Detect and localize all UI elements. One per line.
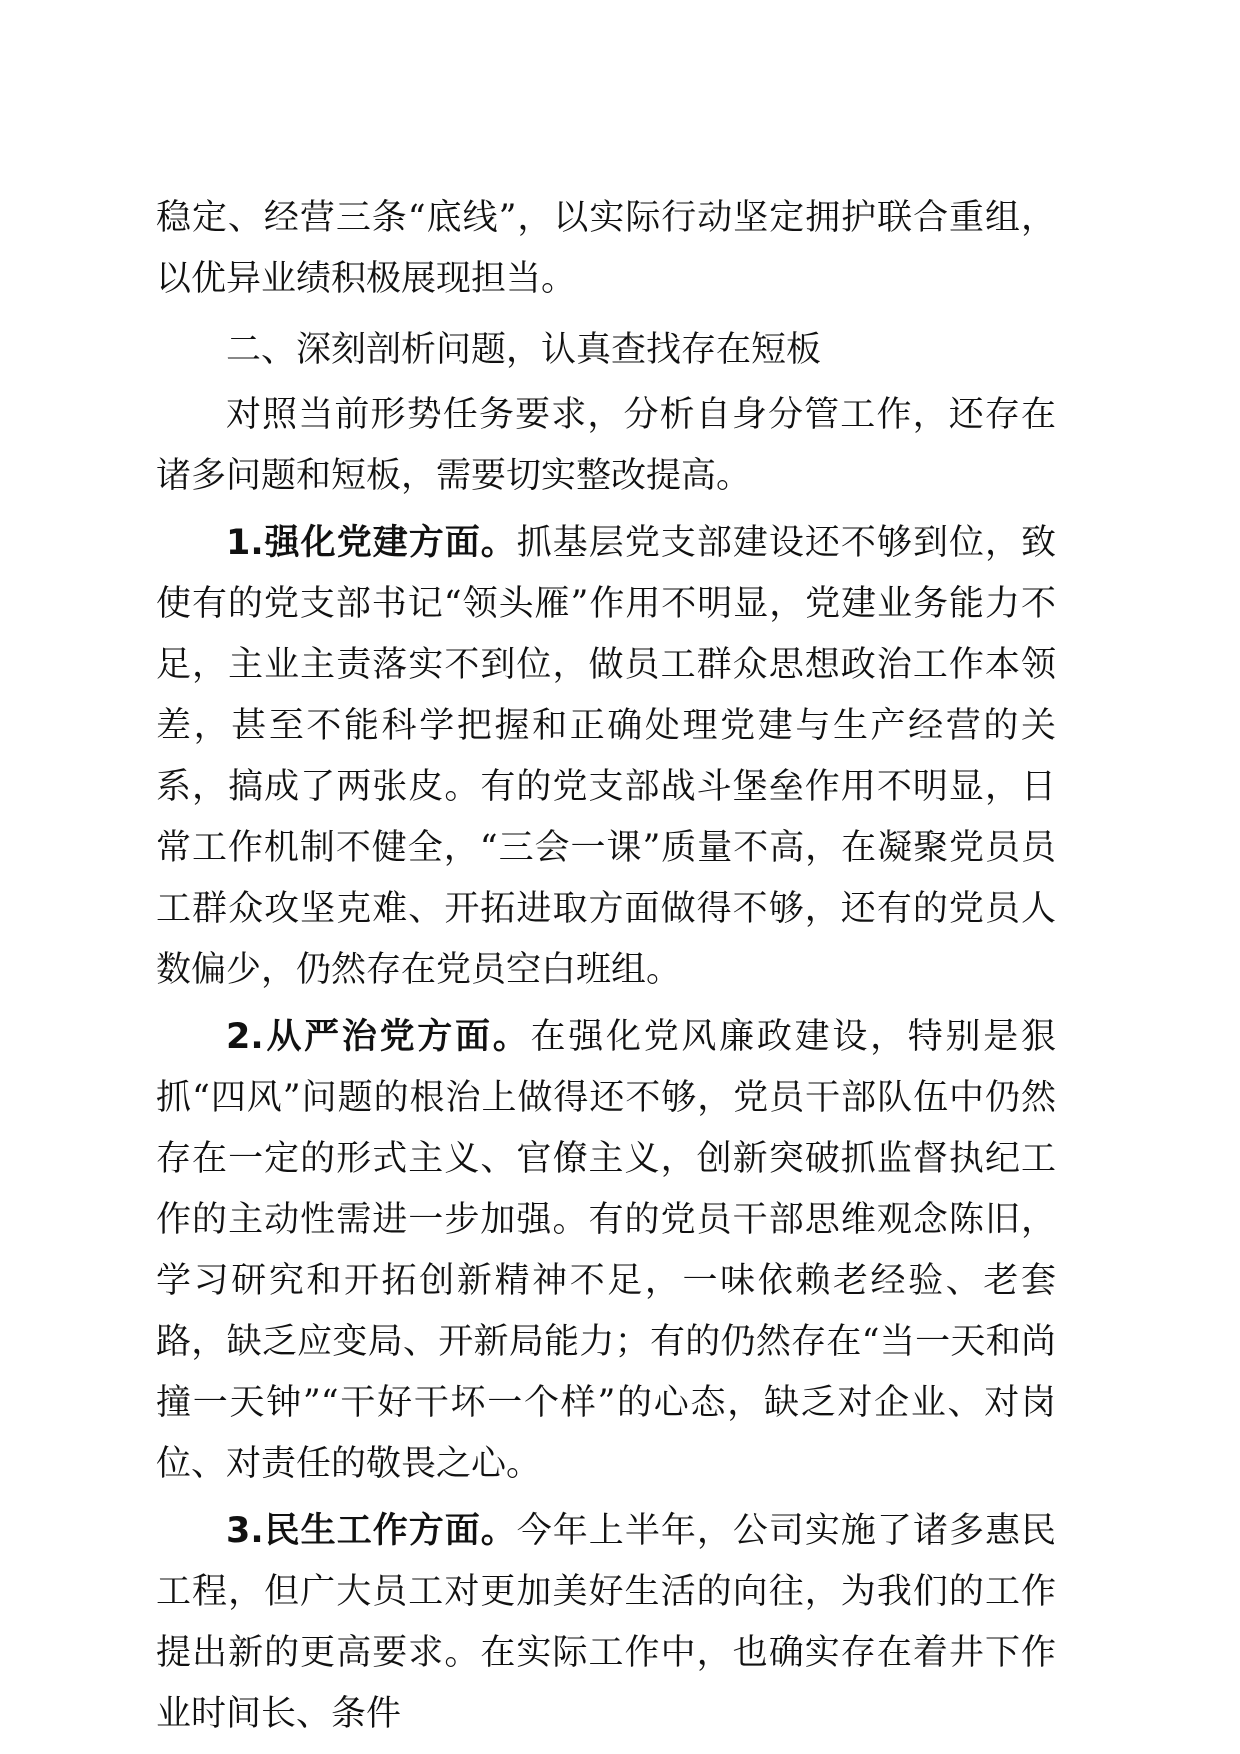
issue-item-party-building <box>156 513 1056 1001</box>
intro-continuation-paragraph: 稳定、经营三条“底线”，以实际行动坚定拥护联合重组，以优异业绩积极展现担当。 <box>156 198 1056 299</box>
issue-item-text: 今年上半年，公司实施了诸多惠民工程，但广大员工对更加美好生活的向往，为我们的工作提出新的更高要求。在实际工作中，也确实存在着井下作业时间长、条件 <box>156 1511 1056 1734</box>
issue-item-lead: 3.民生工作方面。 <box>226 1511 517 1551</box>
issue-item-text: 在强化党风廉政建设，特别是狠抓“四风”问题的根治上做得还不够，党员干部队伍中仍然存在一定的形式主义、官僚主义，创新突破抓监督执纪工作的主动性需进一步加强。有的党员干部思维观念陈旧，学习研究和开拓创新精神不足，一味依赖老经验、老套路，缺乏应变局、开新局能力；有的仍然存在“当一天和尚撞一天钟”“干好干坏一个样”的心态，缺乏对企业、对岗位、对责任的敬畏之心。 <box>156 1017 1056 1484</box>
issue-item-livelihood <box>156 1501 1056 1745</box>
issue-item-lead: 1.强化党建方面。 <box>226 523 517 563</box>
section-heading: 二、深刻剖析问题，认真查找存在短板 <box>226 330 822 370</box>
issue-item-text: 抓基层党支部建设还不够到位，致使有的党支部书记“领头雁”作用不明显，党建业务能力不足，主业主责落实不到位，做员工群众思想政治工作本领差，甚至不能科学把握和正确处理党建与生产经营的关系，搞成了两张皮。有的党支部战斗堡垒作用不明显，日常工作机制不健全，“三会一课”质量不高，在凝聚党员员工群众攻坚克难、开拓进取方面做得不够，还有的党员人数偏少，仍然存在党员空白班组。 <box>156 523 1056 990</box>
document-body <box>156 188 1056 1745</box>
issue-item-lead: 2.从严治党方面。 <box>226 1017 531 1057</box>
section-intro-paragraph: 对照当前形势任务要求，分析自身分管工作，还存在诸多问题和短板，需要切实整改提高。 <box>156 395 1056 496</box>
issue-item-strict-governance <box>156 1007 1056 1495</box>
